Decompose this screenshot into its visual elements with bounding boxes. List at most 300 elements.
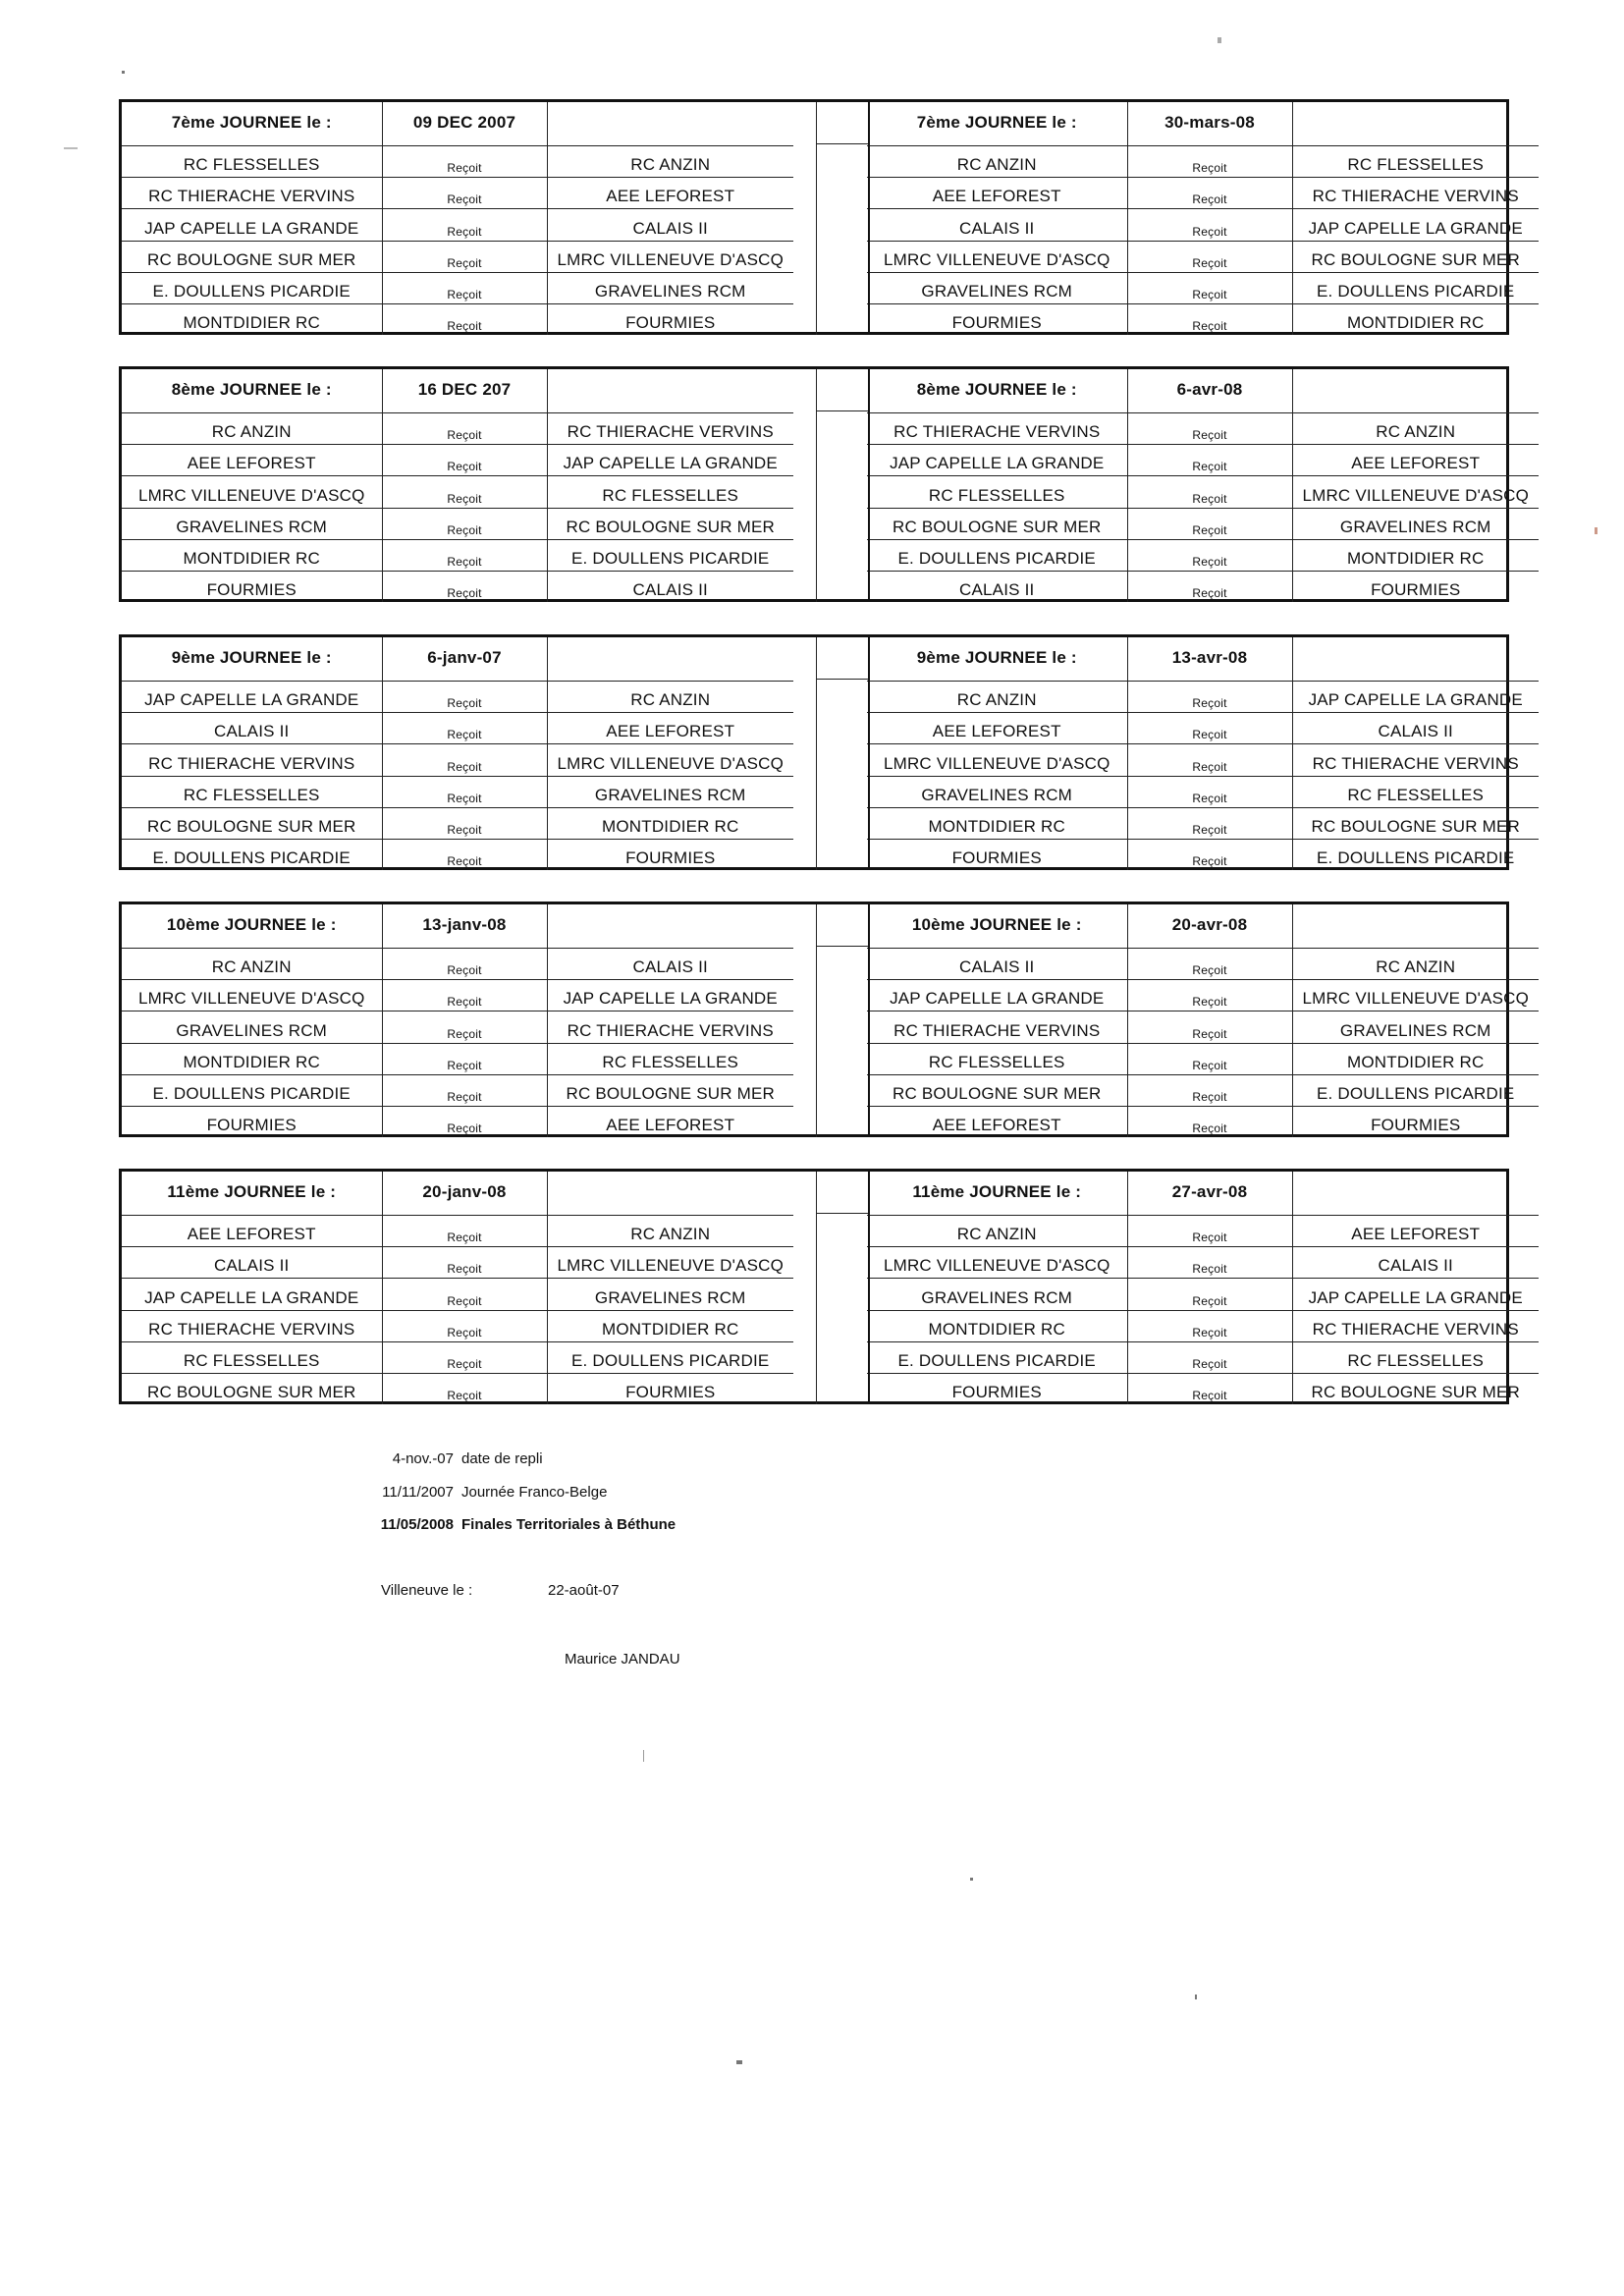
away-team: RC BOULOGNE SUR MER (1292, 807, 1539, 839)
scan-speck (64, 147, 78, 149)
journee-label: 7ème JOURNEE le : (867, 102, 1127, 146)
spacer-header (817, 102, 868, 144)
place-date: 22-août-07 (548, 1582, 620, 1599)
journee-label: 11ème JOURNEE le : (122, 1172, 382, 1216)
receives-label: Reçoit (1127, 146, 1292, 178)
home-team: LMRC VILLENEUVE D'ASCQ (867, 241, 1127, 272)
away-team: RC THIERACHE VERVINS (1292, 1310, 1539, 1341)
spacer-column (816, 637, 870, 870)
away-team: FOURMIES (625, 1383, 716, 1401)
receives-label: Reçoit (1127, 1310, 1292, 1341)
receives-label: Reçoit (382, 476, 547, 508)
journee-label: 9ème JOURNEE le : (867, 637, 1127, 682)
home-team: RC FLESSELLES (867, 1043, 1127, 1074)
spacer-header (817, 904, 868, 947)
match-row (867, 539, 1539, 571)
aller-table (122, 904, 793, 1137)
receives-label: Reçoit (382, 508, 547, 539)
home-team: GRAVELINES RCM (867, 272, 1127, 303)
match-row (867, 1216, 1539, 1247)
journee-date: 16 DEC 207 (382, 369, 547, 413)
receives-label: Reçoit (1127, 209, 1292, 241)
home-team: GRAVELINES RCM (122, 1011, 382, 1043)
match-row (867, 413, 1539, 445)
receives-label: Reçoit (382, 241, 547, 272)
journee-date: 13-janv-08 (382, 904, 547, 949)
note-text: Finales Territoriales à Béthune (461, 1516, 677, 1533)
away-team: LMRC VILLENEUVE D'ASCQ (547, 241, 793, 272)
match-row (867, 508, 1539, 539)
journee-label: 7ème JOURNEE le : (122, 102, 382, 146)
journee-date: 30-mars-08 (1127, 102, 1292, 146)
away-team: JAP CAPELLE LA GRANDE (547, 980, 793, 1011)
match-row (122, 476, 793, 508)
journee-header-row (122, 102, 793, 146)
home-team: JAP CAPELLE LA GRANDE (867, 445, 1127, 476)
home-team: RC BOULOGNE SUR MER (122, 1373, 382, 1404)
journee-label: 11ème JOURNEE le : (867, 1172, 1127, 1216)
home-team: RC FLESSELLES (122, 776, 382, 807)
note-date: 11/05/2008 (380, 1516, 454, 1533)
home-team: MONTDIDIER RC (867, 1310, 1127, 1341)
away-team: AEE LEFOREST (547, 178, 793, 209)
receives-label: Reçoit (382, 1310, 547, 1341)
scan-speck (122, 71, 125, 74)
receives-label: Reçoit (382, 178, 547, 209)
scan-speck (1595, 527, 1597, 534)
home-team: RC THIERACHE VERVINS (122, 178, 382, 209)
journee-block (119, 366, 1530, 602)
receives-label: Reçoit (1127, 1106, 1292, 1137)
match-row (867, 1279, 1539, 1310)
home-team: LMRC VILLENEUVE D'ASCQ (122, 476, 382, 508)
receives-label: Reçoit (382, 146, 547, 178)
match-row (867, 1074, 1539, 1106)
home-team: RC ANZIN (122, 949, 382, 980)
journee-block (119, 634, 1523, 870)
home-team: JAP CAPELLE LA GRANDE (122, 1279, 382, 1310)
receives-label: Reçoit (1127, 476, 1292, 508)
note-text: Journée Franco-Belge (461, 1484, 608, 1501)
journee-header-row (867, 102, 1539, 146)
away-team: RC THIERACHE VERVINS (1292, 744, 1539, 776)
away-team: CALAIS II (547, 949, 793, 980)
away-team: FOURMIES (625, 313, 716, 332)
spacer-column (816, 904, 870, 1137)
journee-label: 9ème JOURNEE le : (122, 637, 382, 682)
away-team: CALAIS II (632, 580, 708, 599)
match-row (122, 1373, 793, 1404)
receives-label: Reçoit (1127, 744, 1292, 776)
receives-label: Reçoit (382, 1011, 547, 1043)
journee-header-row (867, 1172, 1539, 1216)
aller-table (122, 1172, 793, 1404)
home-team: RC BOULOGNE SUR MER (867, 508, 1127, 539)
home-team: RC THIERACHE VERVINS (867, 1011, 1127, 1043)
note-row (361, 1516, 676, 1533)
receives-label: Reçoit (1127, 1011, 1292, 1043)
away-team: JAP CAPELLE LA GRANDE (1292, 1279, 1539, 1310)
match-row (867, 1043, 1539, 1074)
away-team: RC FLESSELLES (547, 476, 793, 508)
home-team: FOURMIES (867, 839, 1127, 870)
home-team: RC BOULOGNE SUR MER (122, 241, 382, 272)
home-team: JAP CAPELLE LA GRANDE (867, 980, 1127, 1011)
home-team: AEE LEFOREST (867, 713, 1127, 744)
receives-label: Reçoit (382, 445, 547, 476)
away-team: LMRC VILLENEUVE D'ASCQ (1292, 476, 1539, 508)
match-row (122, 807, 793, 839)
match-row (122, 539, 793, 571)
match-row (867, 146, 1539, 178)
match-row (122, 1279, 793, 1310)
journee-date: 6-janv-07 (382, 637, 547, 682)
away-team: LMRC VILLENEUVE D'ASCQ (547, 744, 793, 776)
receives-label: Reçoit (1127, 1216, 1292, 1247)
match-row (867, 209, 1539, 241)
away-team: E. DOULLENS PICARDIE (1317, 848, 1515, 867)
away-team: FOURMIES (1371, 1116, 1461, 1134)
receives-label: Reçoit (1127, 178, 1292, 209)
home-team: E. DOULLENS PICARDIE (122, 839, 382, 870)
match-row (122, 1106, 793, 1137)
home-team: RC BOULOGNE SUR MER (122, 807, 382, 839)
away-team: AEE LEFOREST (1292, 445, 1539, 476)
header-blank-cell (547, 1172, 793, 1216)
scan-speck (1195, 1995, 1197, 1999)
signature: Maurice JANDAU (565, 1651, 680, 1667)
receives-label: Reçoit (1127, 776, 1292, 807)
away-team: MONTDIDIER RC (1346, 313, 1485, 332)
home-team: CALAIS II (867, 949, 1127, 980)
receives-label: Reçoit (1127, 413, 1292, 445)
retour-table (867, 102, 1539, 335)
away-team: GRAVELINES RCM (1292, 508, 1539, 539)
home-team: CALAIS II (867, 209, 1127, 241)
receives-label: Reçoit (1127, 1279, 1292, 1310)
receives-label: Reçoit (382, 1341, 547, 1373)
receives-label: Reçoit (382, 1279, 547, 1310)
away-team: RC ANZIN (547, 146, 793, 178)
receives-label: Reçoit (382, 839, 547, 870)
journee-date: 13-avr-08 (1127, 637, 1292, 682)
away-team: MONTDIDIER RC (1292, 1043, 1539, 1074)
journee-date: 09 DEC 2007 (382, 102, 547, 146)
receives-label: Reçoit (382, 744, 547, 776)
match-row (867, 839, 1539, 870)
match-row (122, 980, 793, 1011)
home-team: LMRC VILLENEUVE D'ASCQ (867, 744, 1127, 776)
away-team: JAP CAPELLE LA GRANDE (1292, 209, 1539, 241)
away-team: JAP CAPELLE LA GRANDE (1292, 682, 1539, 713)
receives-label: Reçoit (382, 571, 547, 602)
receives-label: Reçoit (382, 539, 547, 571)
match-row (867, 713, 1539, 744)
away-team: RC THIERACHE VERVINS (547, 1011, 793, 1043)
match-row (867, 1341, 1539, 1373)
receives-label: Reçoit (382, 413, 547, 445)
home-team: AEE LEFOREST (867, 1106, 1127, 1137)
away-team: RC BOULOGNE SUR MER (547, 1074, 793, 1106)
aller-table (122, 369, 793, 602)
receives-label: Reçoit (1127, 1043, 1292, 1074)
spacer-header (817, 637, 868, 680)
match-row (122, 303, 793, 335)
note-row (361, 1484, 607, 1501)
journee-date: 27-avr-08 (1127, 1172, 1292, 1216)
journee-date: 6-avr-08 (1127, 369, 1292, 413)
match-row (867, 682, 1539, 713)
match-row (122, 146, 793, 178)
away-team: FOURMIES (1371, 580, 1461, 599)
home-team: E. DOULLENS PICARDIE (867, 539, 1127, 571)
away-team: AEE LEFOREST (547, 713, 793, 744)
home-team: LMRC VILLENEUVE D'ASCQ (867, 1247, 1127, 1279)
away-team: RC ANZIN (547, 682, 793, 713)
away-team: RC FLESSELLES (547, 1043, 793, 1074)
header-blank-cell (1292, 637, 1539, 682)
receives-label: Reçoit (1127, 713, 1292, 744)
spacer-column (816, 1172, 870, 1404)
retour-table (867, 904, 1539, 1137)
home-team: RC THIERACHE VERVINS (867, 413, 1127, 445)
receives-label: Reçoit (1127, 303, 1292, 335)
note-row (361, 1450, 543, 1467)
match-row (867, 272, 1539, 303)
match-row (867, 744, 1539, 776)
receives-label: Reçoit (382, 949, 547, 980)
home-team: RC ANZIN (867, 1216, 1127, 1247)
aller-table (122, 637, 793, 870)
receives-label: Reçoit (382, 682, 547, 713)
away-team: CALAIS II (1292, 713, 1539, 744)
match-row (867, 1247, 1539, 1279)
match-row (122, 713, 793, 744)
journee-label: 10ème JOURNEE le : (122, 904, 382, 949)
home-team: CALAIS II (122, 713, 382, 744)
away-team: RC ANZIN (547, 1216, 793, 1247)
retour-table (867, 1172, 1539, 1404)
receives-label: Reçoit (382, 209, 547, 241)
header-blank-cell (547, 369, 793, 413)
away-team: RC BOULOGNE SUR MER (1311, 1383, 1521, 1401)
home-team: GRAVELINES RCM (122, 508, 382, 539)
home-team: LMRC VILLENEUVE D'ASCQ (122, 980, 382, 1011)
away-team: RC ANZIN (1292, 949, 1539, 980)
match-row (122, 1247, 793, 1279)
receives-label: Reçoit (382, 1373, 547, 1404)
home-team: FOURMIES (867, 1373, 1127, 1404)
scan-speck (643, 1750, 644, 1762)
receives-label: Reçoit (1127, 571, 1292, 602)
away-team: RC THIERACHE VERVINS (547, 413, 793, 445)
home-team: E. DOULLENS PICARDIE (867, 1341, 1127, 1373)
receives-label: Reçoit (1127, 1373, 1292, 1404)
home-team: RC BOULOGNE SUR MER (867, 1074, 1127, 1106)
receives-label: Reçoit (1127, 1341, 1292, 1373)
header-blank-cell (1292, 904, 1539, 949)
home-team: FOURMIES (867, 303, 1127, 335)
home-team: CALAIS II (867, 571, 1127, 602)
spacer-column (816, 102, 870, 335)
away-team: GRAVELINES RCM (547, 1279, 793, 1310)
receives-label: Reçoit (382, 1216, 547, 1247)
match-row (122, 776, 793, 807)
match-row (122, 571, 793, 602)
match-row (122, 1074, 793, 1106)
away-team: MONTDIDIER RC (547, 807, 793, 839)
away-team: RC THIERACHE VERVINS (1292, 178, 1539, 209)
receives-label: Reçoit (1127, 807, 1292, 839)
away-team: RC BOULOGNE SUR MER (1292, 241, 1539, 272)
journee-header-row (122, 1172, 793, 1216)
match-row (867, 476, 1539, 508)
home-team: JAP CAPELLE LA GRANDE (122, 209, 382, 241)
header-blank-cell (1292, 1172, 1539, 1216)
journee-label: 8ème JOURNEE le : (867, 369, 1127, 413)
receives-label: Reçoit (382, 1043, 547, 1074)
receives-label: Reçoit (1127, 508, 1292, 539)
spacer-header (817, 1172, 868, 1214)
away-team: MONTDIDIER RC (1292, 539, 1539, 571)
away-team: E. DOULLENS PICARDIE (1292, 272, 1539, 303)
match-row (122, 413, 793, 445)
receives-label: Reçoit (382, 1074, 547, 1106)
match-row (867, 980, 1539, 1011)
away-team: LMRC VILLENEUVE D'ASCQ (1292, 980, 1539, 1011)
home-team: MONTDIDIER RC (867, 807, 1127, 839)
receives-label: Reçoit (1127, 839, 1292, 870)
match-row (867, 303, 1539, 335)
match-row (122, 272, 793, 303)
receives-label: Reçoit (382, 1106, 547, 1137)
scan-speck (1218, 37, 1221, 43)
match-row (122, 178, 793, 209)
spacer-header (817, 369, 868, 411)
journee-header-row (122, 904, 793, 949)
home-team: RC FLESSELLES (867, 476, 1127, 508)
journee-label: 10ème JOURNEE le : (867, 904, 1127, 949)
match-row (122, 839, 793, 870)
home-team: RC ANZIN (867, 146, 1127, 178)
away-team: JAP CAPELLE LA GRANDE (547, 445, 793, 476)
receives-label: Reçoit (1127, 1247, 1292, 1279)
away-team: GRAVELINES RCM (1292, 1011, 1539, 1043)
receives-label: Reçoit (382, 1247, 547, 1279)
match-row (122, 209, 793, 241)
away-team: AEE LEFOREST (1292, 1216, 1539, 1247)
place-label: Villeneuve le : (381, 1582, 473, 1599)
note-text: date de repli (461, 1450, 543, 1467)
receives-label: Reçoit (382, 980, 547, 1011)
home-team: RC FLESSELLES (122, 146, 382, 178)
home-team: AEE LEFOREST (867, 178, 1127, 209)
away-team: RC FLESSELLES (1292, 776, 1539, 807)
match-row (122, 949, 793, 980)
note-date: 4-nov.-07 (392, 1450, 454, 1467)
home-team: FOURMIES (122, 571, 382, 602)
receives-label: Reçoit (382, 303, 547, 335)
match-row (867, 807, 1539, 839)
away-team: RC ANZIN (1292, 413, 1539, 445)
journee-header-row (122, 637, 793, 682)
home-team: GRAVELINES RCM (867, 776, 1127, 807)
away-team: E. DOULLENS PICARDIE (547, 539, 793, 571)
journee-label: 8ème JOURNEE le : (122, 369, 382, 413)
match-row (122, 508, 793, 539)
receives-label: Reçoit (1127, 980, 1292, 1011)
journee-date: 20-janv-08 (382, 1172, 547, 1216)
journee-header-row (122, 369, 793, 413)
match-row (122, 241, 793, 272)
receives-label: Reçoit (1127, 272, 1292, 303)
home-team: RC ANZIN (867, 682, 1127, 713)
header-blank-cell (1292, 102, 1539, 146)
home-team: FOURMIES (122, 1106, 382, 1137)
receives-label: Reçoit (382, 776, 547, 807)
match-row (122, 744, 793, 776)
away-team: AEE LEFOREST (606, 1116, 735, 1134)
journee-block (119, 99, 1523, 335)
scan-speck (736, 2060, 742, 2064)
away-team: LMRC VILLENEUVE D'ASCQ (547, 1247, 793, 1279)
home-team: RC THIERACHE VERVINS (122, 744, 382, 776)
match-row (867, 1106, 1539, 1137)
match-row (867, 571, 1539, 602)
home-team: AEE LEFOREST (122, 445, 382, 476)
receives-label: Reçoit (382, 807, 547, 839)
home-team: RC ANZIN (122, 413, 382, 445)
receives-label: Reçoit (382, 713, 547, 744)
match-row (122, 1310, 793, 1341)
receives-label: Reçoit (1127, 241, 1292, 272)
away-team: E. DOULLENS PICARDIE (547, 1341, 793, 1373)
match-row (867, 178, 1539, 209)
match-row (867, 1310, 1539, 1341)
away-team: RC FLESSELLES (1292, 146, 1539, 178)
match-row (122, 682, 793, 713)
home-team: MONTDIDIER RC (122, 539, 382, 571)
away-team: E. DOULLENS PICARDIE (1292, 1074, 1539, 1106)
home-team: JAP CAPELLE LA GRANDE (122, 682, 382, 713)
receives-label: Reçoit (1127, 539, 1292, 571)
header-blank-cell (547, 904, 793, 949)
journee-header-row (867, 637, 1539, 682)
journee-date: 20-avr-08 (1127, 904, 1292, 949)
scan-speck (970, 1878, 973, 1881)
receives-label: Reçoit (1127, 949, 1292, 980)
away-team: RC FLESSELLES (1292, 1341, 1539, 1373)
match-row (867, 445, 1539, 476)
away-team: CALAIS II (547, 209, 793, 241)
away-team: GRAVELINES RCM (547, 776, 793, 807)
retour-table (867, 369, 1539, 602)
home-team: CALAIS II (122, 1247, 382, 1279)
header-blank-cell (1292, 369, 1539, 413)
away-team: GRAVELINES RCM (547, 272, 793, 303)
match-row (867, 949, 1539, 980)
away-team: RC BOULOGNE SUR MER (547, 508, 793, 539)
away-team: FOURMIES (625, 848, 716, 867)
aller-table (122, 102, 793, 335)
journee-block (119, 902, 1530, 1137)
home-team: RC THIERACHE VERVINS (122, 1310, 382, 1341)
match-row (122, 445, 793, 476)
match-row (867, 1373, 1539, 1404)
spacer-column (816, 369, 870, 602)
home-team: GRAVELINES RCM (867, 1279, 1127, 1310)
receives-label: Reçoit (1127, 445, 1292, 476)
